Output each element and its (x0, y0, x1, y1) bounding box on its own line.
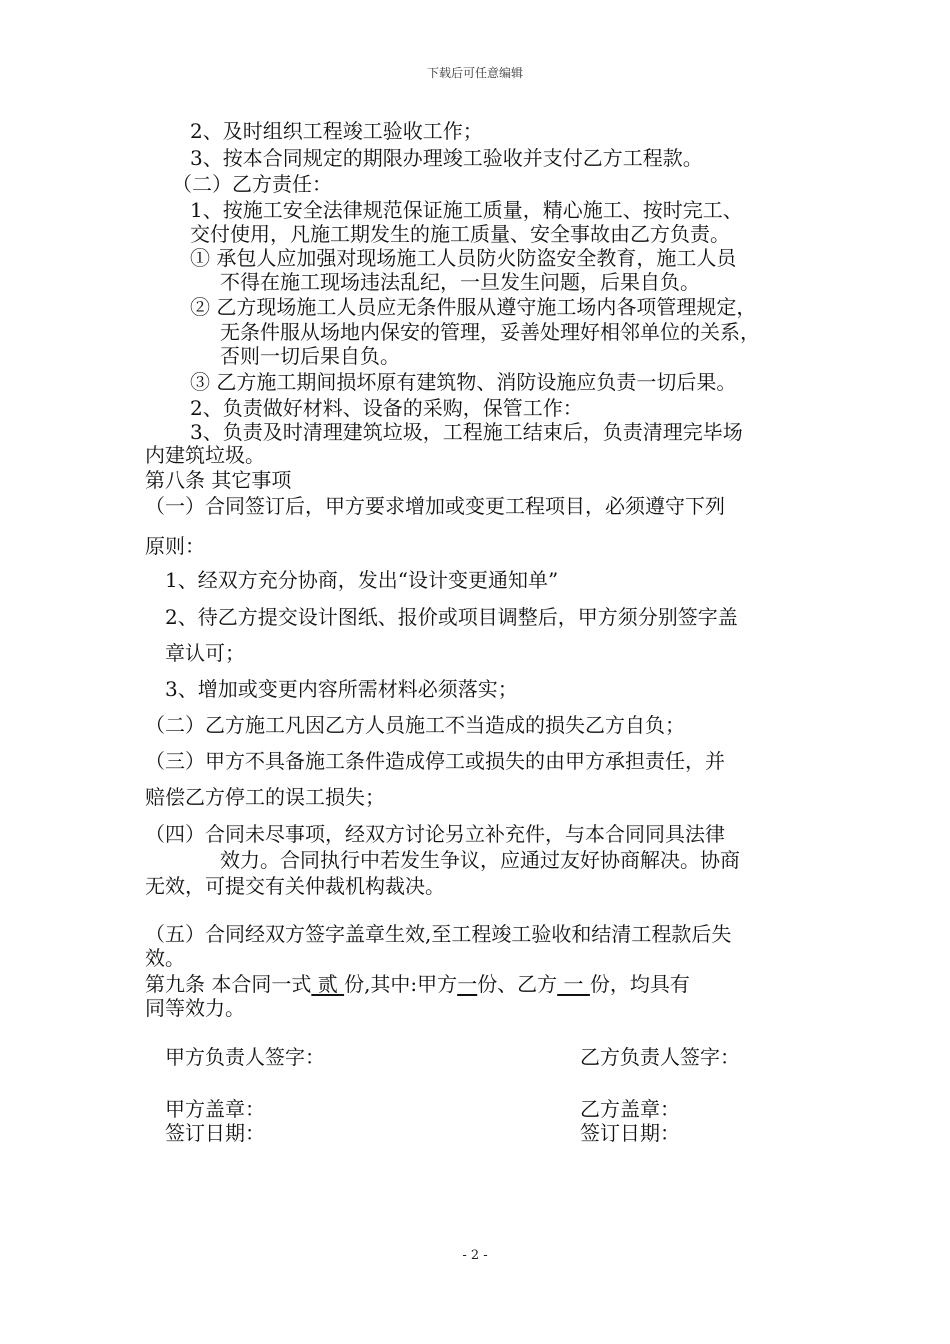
text-line: 3、负责及时清理建筑垃圾，工程施工结束后，负责清理完毕场 (190, 420, 743, 444)
text-line: 1、经双方充分协商，发出“设计变更通知单” (165, 568, 559, 592)
text-fragment: 份、乙方 (477, 972, 558, 996)
text-line: 效。 (145, 946, 185, 970)
copies-total: 贰 (311, 972, 345, 996)
text-fragment: 份,其中:甲方 (344, 972, 458, 996)
article-heading: 第八条 其它事项 (145, 468, 292, 492)
text-line: 交付使用，凡施工期发生的施工质量、安全事故由乙方负责。 (190, 222, 730, 246)
text-line: 赔偿乙方停工的误工损失； (145, 785, 385, 809)
article-nine-line (145, 972, 690, 996)
text-line: 否则一切后果自负。 (220, 344, 400, 368)
text-line: 1、按施工安全法律规范保证施工质量，精心施工、按时完工、 (190, 198, 743, 222)
text-fragment: 第九条 本合同一式 (145, 972, 312, 996)
text-line: 内建筑垃圾。 (145, 443, 265, 467)
copies-party-a: 一 (457, 972, 478, 996)
text-line: （三）甲方不具备施工条件造成停工或损失的由甲方承担责任，并 (145, 749, 725, 773)
text-line: （五）合同经双方签字盖章生效,至工程竣工验收和结清工程款后失 (145, 922, 732, 946)
text-line: ② 乙方现场施工人员应无条件服从遵守施工场内各项管理规定， (190, 295, 757, 319)
text-line: 效力。合同执行中若发生争议，应通过友好协商解决。协商 (220, 848, 740, 872)
text-line: 不得在施工现场违法乱纪，一旦发生问题，后果自负。 (220, 270, 700, 294)
text-line: 原则： (145, 534, 205, 558)
text-line: ① 承包人应加强对现场施工人员防火防盗安全教育，施工人员 (190, 246, 737, 270)
text-line: 2、及时组织工程竣工验收工作； (190, 119, 483, 143)
text-fragment: 份，均具有 (589, 972, 690, 996)
page-header: 下载后可任意编辑 (426, 66, 523, 80)
text-line: 3、按本合同规定的期限办理竣工验收并支付乙方工程款。 (190, 146, 703, 170)
party-a-seal-label: 甲方盖章： (165, 1097, 265, 1121)
section-heading: （二）乙方责任： (172, 172, 332, 196)
text-line: 2、待乙方提交设计图纸、报价或项目调整后，甲方须分别签字盖 (165, 605, 738, 629)
text-line: 2、负责做好材料、设备的采购，保管工作： (190, 396, 583, 420)
party-b-seal-label: 乙方盖章： (580, 1097, 680, 1121)
text-line: （二）乙方施工凡因乙方人员施工不当造成的损失乙方自负； (145, 713, 685, 737)
text-line: （四）合同未尽事项，经双方讨论另立补充件，与本合同同具法律 (145, 822, 725, 846)
text-line: 章认可； (165, 641, 245, 665)
party-a-signature-label: 甲方负责人签字： (165, 1045, 325, 1069)
page-number: - 2 - (462, 1248, 488, 1263)
text-line: ③ 乙方施工期间损坏原有建筑物、消防设施应负责一切后果。 (190, 370, 737, 394)
party-b-signature-label: 乙方负责人签字： (580, 1045, 740, 1069)
text-line: （一）合同签订后，甲方要求增加或变更工程项目，必须遵守下列 (145, 494, 725, 518)
copies-party-b: 一 (557, 972, 590, 996)
text-line: 同等效力。 (145, 996, 245, 1020)
party-a-date-label: 签订日期： (165, 1121, 265, 1145)
text-line: 3、增加或变更内容所需材料必须落实； (165, 677, 518, 701)
text-line: 无条件服从场地内保安的管理，妥善处理好相邻单位的关系， (220, 320, 760, 344)
text-line: 无效，可提交有关仲裁机构裁决。 (145, 874, 445, 898)
party-b-date-label: 签订日期： (580, 1121, 680, 1145)
